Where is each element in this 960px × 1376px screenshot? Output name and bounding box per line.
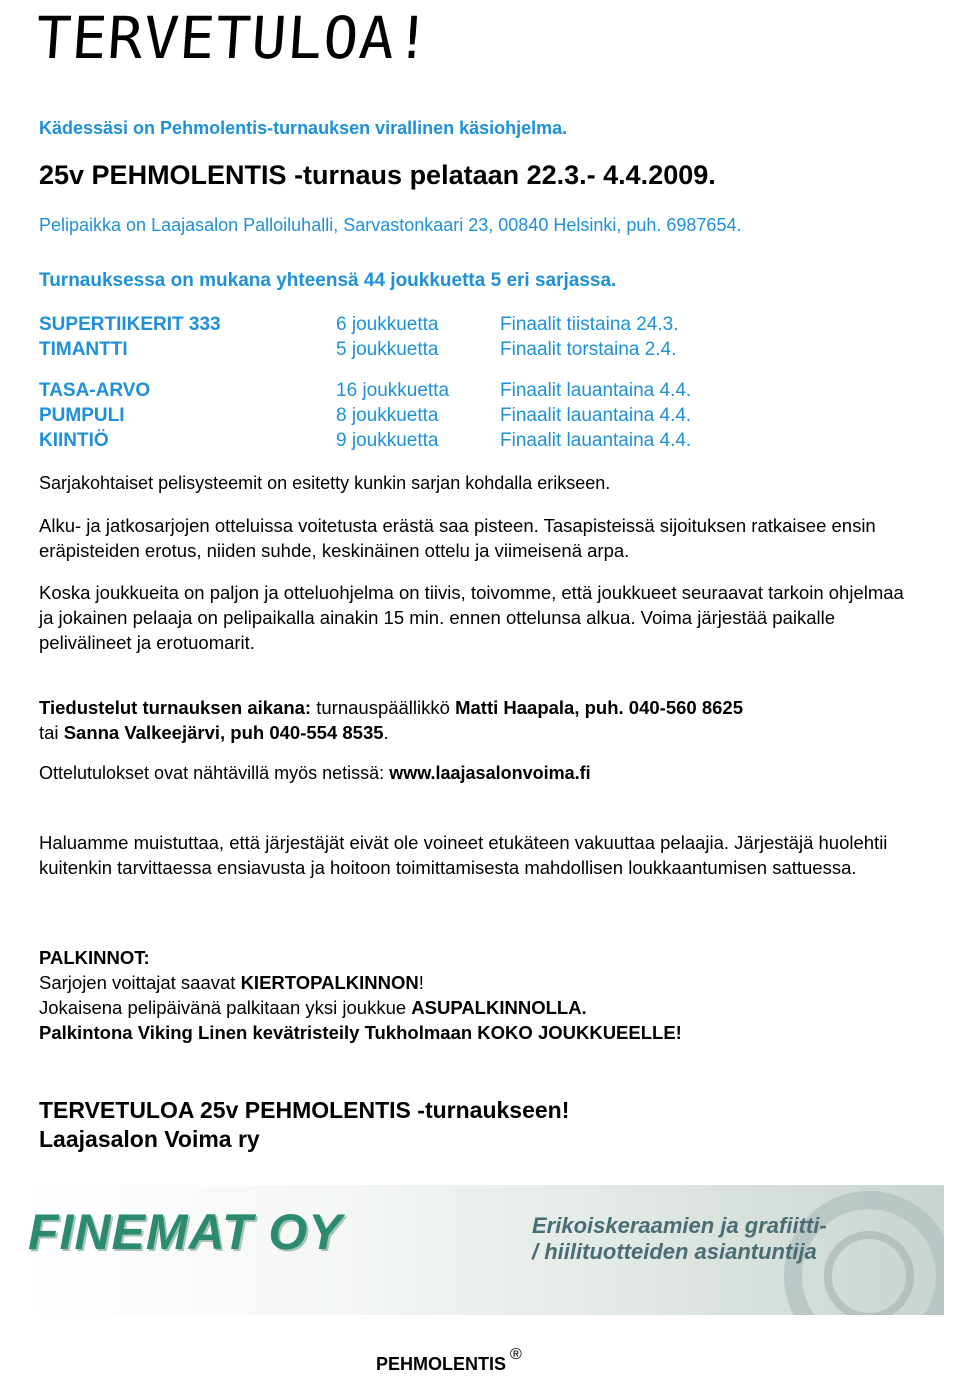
series-teams: 5 joukkuetta (336, 339, 439, 360)
contact-person-2: Sanna Valkeejärvi, puh 040-554 8535 (63, 722, 384, 743)
series-row (39, 405, 939, 429)
prizes-section (39, 945, 919, 1045)
sponsor-logo: FINEMAT OY (28, 1204, 343, 1260)
contact-label: Tiedustelut turnauksen aikana: (39, 697, 312, 718)
results-url-link[interactable]: www.laajasalonvoima.fi (389, 763, 591, 783)
sponsor-tagline: Erikoiskeraamien ja grafiitti- / hiilituotteiden asiantuntija (532, 1213, 827, 1264)
series-row (39, 314, 939, 338)
results-line (39, 763, 591, 784)
sponsor-banner (24, 1185, 944, 1315)
series-teams: 16 joukkuetta (336, 380, 450, 401)
prizes-line1-text: Sarjojen voittajat saavat (39, 972, 241, 993)
footer-brand-name: PEHMOLENTIS (376, 1354, 507, 1374)
prizes-line1-bold: KIERTOPALKINNON (240, 972, 419, 993)
series-finals: Finaalit lauantaina 4.4. (500, 380, 692, 401)
registered-mark: ® (510, 1346, 522, 1363)
prizes-line1-end: ! (418, 972, 424, 993)
series-name: SUPERTIIKERIT 333 (39, 314, 221, 335)
contact-paragraph (39, 695, 919, 745)
contact-or: tai (39, 722, 64, 743)
series-finals: Finaalit lauantaina 4.4. (500, 430, 692, 451)
prizes-line2-text: Jokaisena pelipäivänä palkitaan yksi joukkue (39, 997, 412, 1018)
venue-text: Pelipaikka on Laajasalon Palloiluhalli, Sarvastonkaari 23, 00840 Helsinki, puh. 6987654. (39, 215, 742, 235)
systems-note: Sarjakohtaiset pelisysteemit on esitetty kunkin sarjan kohdalla erikseen. (39, 473, 611, 493)
series-row (39, 380, 939, 404)
schedule-paragraph: Koska joukkueita on paljon ja otteluohjelma on tiivis, toivomme, että joukkueet seuraavat tarkoin ohjelmaa ja jokainen pelaaja on pelipaikalla ainakin 15 min. ennen ottelunsa alkua. Voima järjestää paikalle pelivälineet ja erotuomarit. (39, 582, 904, 653)
prizes-line3: Palkintona Viking Linen kevätristeily Tukholmaan KOKO JOUKKUEELLE! (39, 1022, 682, 1043)
series-finals: Finaalit lauantaina 4.4. (500, 405, 692, 426)
series-teams: 9 joukkuetta (336, 430, 439, 451)
gear-inner-icon (824, 1231, 914, 1315)
prizes-heading: PALKINNOT: (39, 947, 150, 968)
teams-total-text: Turnauksessa on mukana yhteensä 44 joukkuetta 5 eri sarjassa. (39, 270, 617, 291)
contact-end: . (383, 722, 389, 743)
series-row (39, 430, 939, 454)
prizes-line2-bold: ASUPALKINNOLLA. (411, 997, 587, 1018)
series-name: TASA-ARVO (39, 380, 151, 401)
page-title: TERVETULOA! (33, 4, 434, 72)
closing-line-2: Laajasalon Voima ry (39, 1126, 260, 1152)
series-teams: 6 joukkuetta (336, 314, 439, 335)
results-text: Ottelutulokset ovat nähtävillä myös netissä: (39, 763, 390, 783)
series-finals: Finaalit tiistaina 24.3. (500, 314, 679, 335)
closing-line-1: TERVETULOA 25v PEHMOLENTIS -turnaukseen! (39, 1097, 570, 1123)
contact-person-1: Matti Haapala, puh. 040-560 8625 (455, 697, 743, 718)
series-name: TIMANTTI (39, 339, 128, 360)
series-name: KIINTIÖ (39, 430, 109, 451)
tournament-headline: 25v PEHMOLENTIS -turnaus pelataan 22.3.- 4.4.2009. (39, 160, 716, 190)
series-finals: Finaalit torstaina 2.4. (500, 339, 677, 360)
scoring-paragraph: Alku- ja jatkosarjojen otteluissa voitetusta erästä saa pisteen. Tasapisteissä sijoituksen ratkaisee ensin eräpisteiden erotus, niiden suhde, keskinäinen ottelu ja viimeisenä arpa. (39, 515, 876, 561)
intro-text: Kädessäsi on Pehmolentis-turnauksen virallinen käsiohjelma. (39, 118, 568, 138)
series-teams: 8 joukkuetta (336, 405, 439, 426)
contact-role: turnauspäällikkö (311, 697, 456, 718)
footer-brand (376, 1346, 522, 1375)
series-row (39, 339, 939, 363)
insurance-paragraph: Haluamme muistuttaa, että järjestäjät eivät ole voineet etukäteen vakuuttaa pelaajia. Järjestäjä huolehtii kuitenkin tarvittaessa ensiavusta ja hoitoon toimittamisesta mahdollisen loukkaantumisen sattuessa. (39, 832, 888, 878)
series-name: PUMPULI (39, 405, 125, 426)
